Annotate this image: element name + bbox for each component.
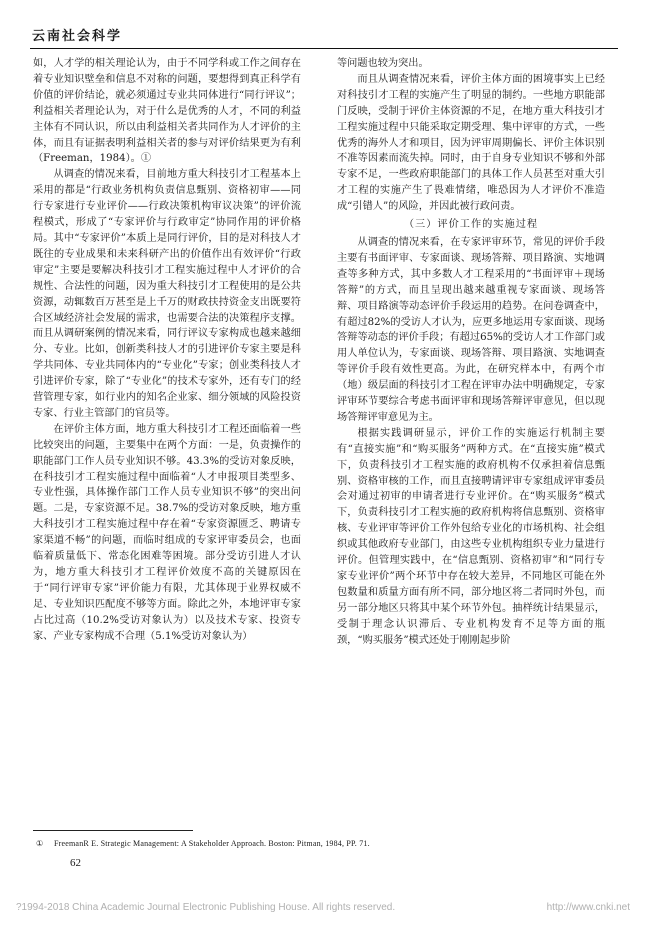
journal-title: 云南社会科学 xyxy=(32,29,123,44)
paragraph: 从调查的情况来看，目前地方重大科技引才工程基本上采用的都是“行政业务机构负责信息甄别、资格初审——同行专家进行专业评价——行政决策机构审议决策”的评价流程模式，形成了“专家评价与行政审定”协同作用的评价格局。其中“专家评价”本质上是同行评价，目的是对科技人才既往的专业成果和未来科研产出的价值作出有效评价“行政审定”主要是要解决科技引才工程实施过程中人才评价的合规性、合法性的问题，因为重大科技引才工程使用的是公共资源，动辄数百万甚至是上千万的财政扶持资金支出既要符合区域经济社会发展的需求，也需要合法的决策程序支撑。而且从调研案例的情况来看，同行评议专家构成也越来越细分、专业。比如，创新类科技人才的引进评价专家主要是科学共同体、专业共同体内的“专业化”专家；创业类科技人才引进评价专家，除了“专业化”的技术专家外，还有专门的经营管理专家，如行业内的知名企业家、细分领域的风险投资专家、行业主管部门的官员等。 xyxy=(33,169,301,419)
paragraph: 如，人才学的相关理论认为，由于不同学科或工作之间存在着专业知识壁垒和信息不对称的问题，要想得到真正科学有价值的评价结论，就必须通过专业共同体进行“同行评议”；利益相关者理论认为，对于什么是优秀的人才，不同的利益主体有不同认识，所以由利益相关者共同作为人才评价的主体，而且有证据表明利益相关者的参与对评价结果更为有利（Freeman，1984）。① xyxy=(33,58,301,165)
paragraph: 从调查的情况来看，在专家评审环节，常见的评价手段主要有书面评审、专家面谈、现场答辩、项目路演、实地调查等多种方式，其中多数人才工程采用的“书面评审＋现场答辩”的方式，而且呈现出越来越重视专家面谈、现场答辩、项目路演等动态评价手段运用的趋势。在问卷调查中，有超过82%的受访人才认为，应更多地运用专家面谈、现场答辩等动态的评价手段；有超过65%的受访人才工作部门或用人单位认为，专家面谈、现场答辩、项目路演、实地调查等评价手段有效性更高。为此，在研究样本中，有两个市（地）级层面的科技引才工程在评审办法中明确规定，专家评审环节要综合考虑书面评审和现场答辩评审意见，但以现场答辩评审意见为主。 xyxy=(337,236,605,423)
footnote xyxy=(36,839,370,848)
paragraph: 在评价主体方面，地方重大科技引才工程还面临着一些比较突出的问题，主要集中在两个方面：一是，负责操作的职能部门工作人员专业知识不够。43.3%的受访对象反映，在科技引才工程实施过程中面临着“人才申报项目类型多、专业性强，具体操作部门工作人员专业知识不够”的突出问题。二是，专家资源不足。38.7%的受访对象反映，地方重大科技引才工程实施过程中存在着“专家资源匮乏、聘请专家渠道不畅”的问题，而临时组成的专家评审委员会，也面临着质量低下、常态化困难等困境。部分受访引进人才认为，地方重大科技引才工程评价效度不高的关键原因在于“同行评审专家”评价能力有限，尤其体现于业界权威不足、专业知识匹配度不够等方面。除此之外，本地评审专家占比过高（10.2%受访对象认为）以及技术专家、投资专家、产业专家构成不合理（5.1%受访对象认为） xyxy=(33,423,301,642)
website-url: http://www.cnki.net xyxy=(546,902,630,913)
footnote-divider xyxy=(33,830,193,831)
footnote-mark: ① xyxy=(36,839,44,848)
paragraph: 根据实践调研显示，评价工作的实施运行机制主要有“直接实施”和“购买服务”两种方式。在“直接实施”模式下，负责科技引才工程实施的政府机构不仅承担着信息甄别、资格审核的工作，而且直接聘请评审专家组成评审委员会对通过初审的申请者进行专业评价。在“购买服务”模式下，负责科技引才工程实施的政府机构将信息甄别、资格审核、专业评审等评价工作外包给专业化的市场机构、社会组织或其他政府专业部门，由这些专业机构组织专业力量进行评价。但管理实践中，在“信息甄别、资格初审”和“同行专家专业评价”两个环节中存在较大差异，不同地区可能在外包数量和质量方面有所不同，部分地区将二者同时外包，而另一部分地区只将其中某个环节外包。抽样统计结果显示，受制于理念认识滞后、专业机构发育不足等方面的瓶颈，“购买服务”模式还处于刚刚起步阶 xyxy=(337,427,605,646)
paragraph: 而且从调查情况来看，评价主体方面的困境事实上已经对科技引才工程的实施产生了明显的制约。一些地方职能部门反映，受制于评价主体资源的不足，在地方重大科技引才工程实施过程中只能采取定期受理、集中评审的方式，一些优秀的海外人才和项目，因为评审周期偏长、评价主体识别不准等因素而流失掉。同时，由于自身专业知识不够和外部专家不足，一些政府职能部门的具体工作人员甚至对重大引才工程的实施产生了畏难情绪，唯恐因为人才评价不准造成“引错人”的风险，并因此被行政问责。 xyxy=(337,73,605,213)
copyright-text: ?1994-2018 China Academic Journal Electronic Publishing House. All rights reserved. xyxy=(16,902,396,913)
running-header xyxy=(30,22,618,49)
copyright-watermark xyxy=(16,902,630,913)
left-column xyxy=(33,56,301,645)
paragraph: 等问题也较为突出。 xyxy=(337,58,429,69)
page-number: 62 xyxy=(70,857,81,869)
right-column xyxy=(337,56,605,649)
footnote-text: FreemanR E. Strategic Management: A Stakeholder Approach. Boston: Pitman, 1984, PP. 71. xyxy=(54,839,370,848)
section-heading: （三）评价工作的实施过程 xyxy=(403,219,539,231)
